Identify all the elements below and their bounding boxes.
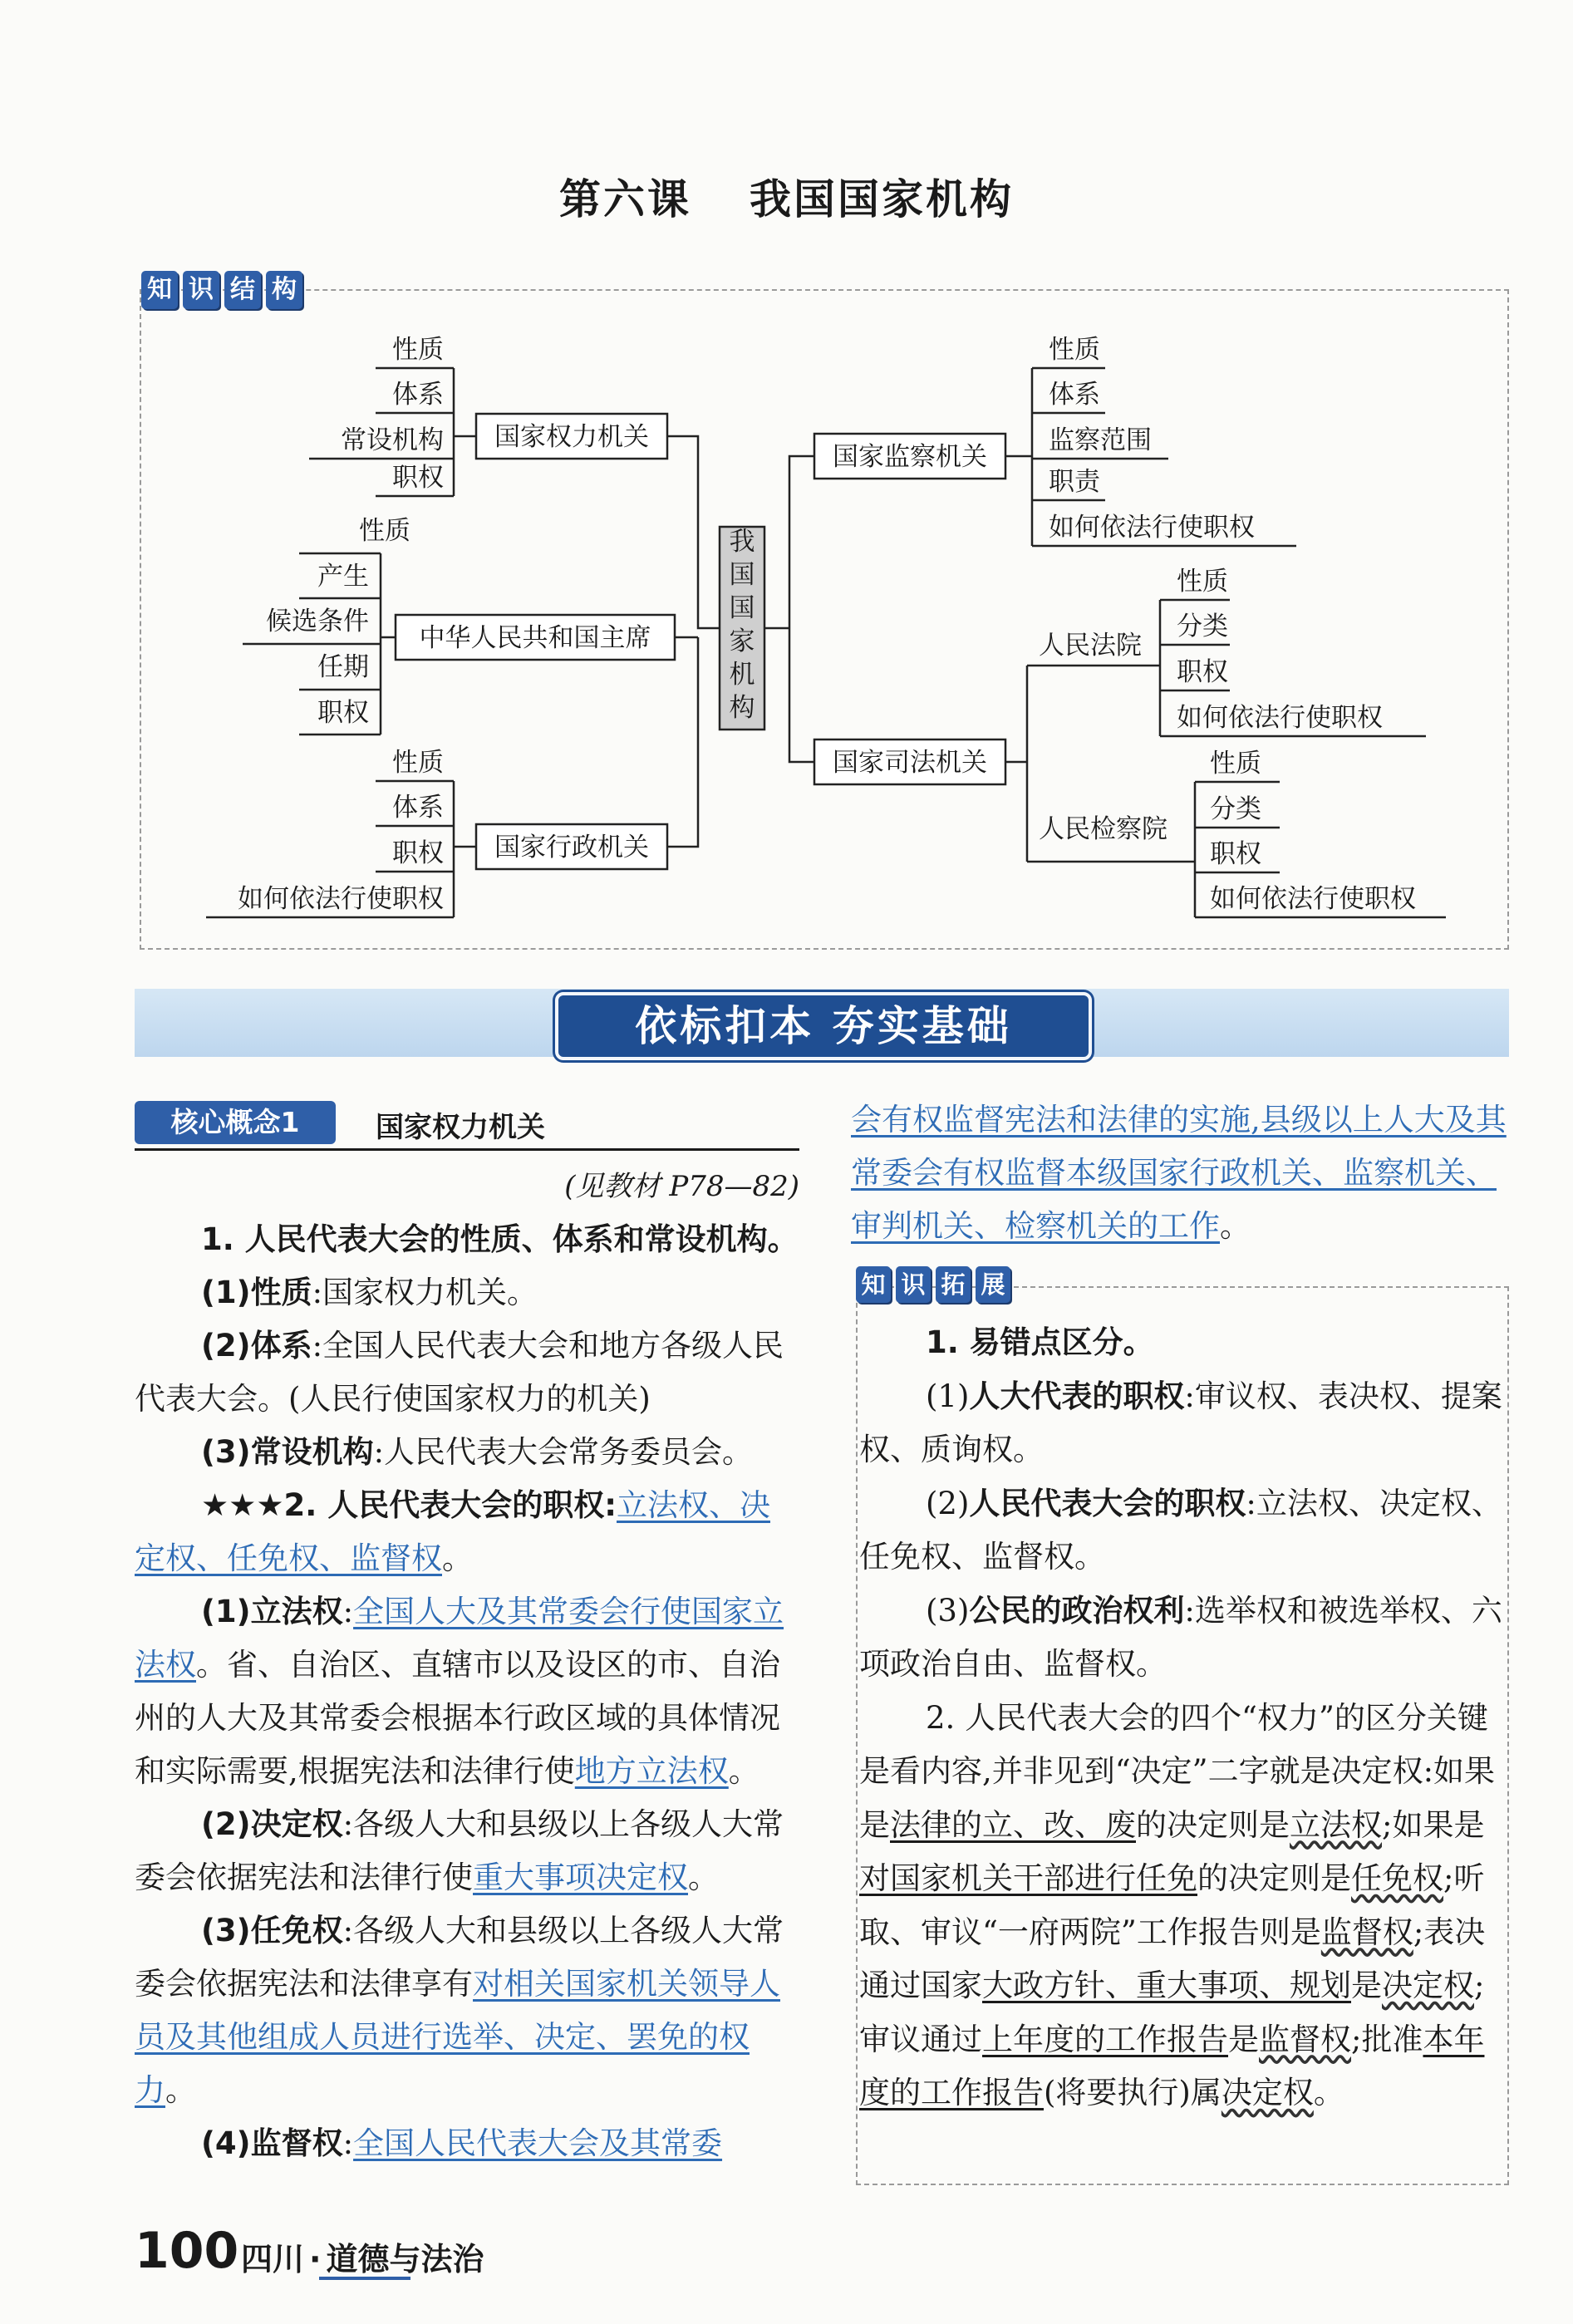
highlighted-text: 立法权、决定权、任免权、监督权 (135, 1487, 770, 1576)
colon: : (342, 2125, 354, 2161)
section-banner-title: 依标扣本 夯实基础 (555, 992, 1092, 1060)
paragraph (851, 1093, 1509, 1253)
term-text: :国家权力机关。 (312, 1275, 538, 1310)
center-node-char: 机 (729, 660, 755, 690)
lesson-title: 我国国家机构 (750, 175, 1014, 224)
tag-char: 识 (896, 1266, 931, 1303)
power-organ-label: 国家权力机关 (494, 422, 649, 452)
paragraph (135, 1213, 799, 1266)
president-label: 中华人民共和国主席 (419, 623, 651, 653)
admin-organ-label: 国家行政机关 (494, 833, 649, 862)
supervision-branch (1005, 368, 1032, 546)
supervision-item: 体系 (1049, 380, 1100, 410)
highlighted-text: 全国人民代表大会及其常委 (353, 2125, 723, 2161)
left-column (135, 1213, 799, 2170)
judicial-branch (1005, 666, 1027, 862)
paragraph (135, 1585, 799, 1798)
emphasized-text: 法律的立、改、废 (890, 1806, 1136, 1843)
term-text: 。 (728, 1753, 759, 1789)
admin-item: 如何依法行使职权 (238, 884, 444, 914)
president-item: 职权 (317, 698, 369, 728)
tag-char: 展 (976, 1266, 1010, 1303)
tag-char: 构 (266, 271, 302, 309)
footer-separator: · (309, 2241, 322, 2277)
term-label: (2)体系 (201, 1328, 312, 1363)
term-text: 。 (1313, 2075, 1344, 2110)
footer-region: 四川 (241, 2241, 305, 2277)
page-number: 100 (135, 2222, 239, 2280)
power-branch (454, 368, 476, 496)
emphasized-text: 监督权 (1259, 2021, 1351, 2057)
highlighted-text: 地方立法权 (574, 1753, 729, 1789)
paragraph (859, 1585, 1506, 1692)
term-text: (将要执行)属 (1044, 2075, 1222, 2110)
term-text: 。 (688, 1860, 719, 1895)
paragraph (135, 1798, 799, 1904)
term-text: 。 (165, 2072, 196, 2108)
judicial-organ-label: 国家司法机关 (833, 748, 987, 778)
footer-underline (319, 2277, 410, 2280)
admin-branch (454, 781, 476, 917)
right-column-continued (851, 1093, 1509, 1253)
center-node-char: 我 (729, 527, 755, 557)
paragraph (859, 1477, 1506, 1585)
power-item: 性质 (392, 335, 444, 365)
procuratorate-label: 人民检察院 (1039, 814, 1167, 844)
court-label: 人民法院 (1039, 631, 1142, 661)
term-label: (2)决定权 (201, 1806, 343, 1842)
paragraph (859, 1316, 1506, 1370)
footer-subject-name: 道德与法治 (326, 2241, 484, 2277)
procuratorate-item: 如何依法行使职权 (1210, 884, 1416, 914)
paragraph (135, 1904, 799, 2117)
admin-item: 职权 (392, 838, 444, 868)
highlighted-text: 对相关国家机关领导人员及其他组成人员进行选举、决定、罢免的权力 (135, 1966, 780, 2108)
president-item: 性质 (359, 516, 410, 546)
term-text: :各级人大和县级以上各级人大常委会依据宪法和法律享有 (135, 1913, 784, 2002)
knowledge-extension-tag (856, 1266, 1010, 1303)
highlighted-text: 重大事项决定权 (473, 1860, 688, 1895)
term-text: :全国人民代表大会和地方各级人民代表大会。(人民行使国家权力的机关) (135, 1328, 784, 1417)
paragraph (859, 1692, 1506, 2120)
tag-char: 识 (183, 271, 219, 309)
emphasized-text: 立法权 (1290, 1806, 1382, 1843)
term-text: :选举权和被选举权、六项政治自由、监督权。 (859, 1592, 1502, 1682)
emphasized-text: 决定权 (1382, 1968, 1474, 2003)
colon: : (604, 1487, 617, 1523)
point-heading: 1. 易错点区分。 (926, 1324, 1154, 1360)
term-text: :各级人大和县级以上各级人大常委会依据宪法和法律行使 (135, 1806, 784, 1895)
emphasized-text: 决定权 (1221, 2075, 1314, 2110)
term-text: :审议权、表决权、提案权、质询权。 (859, 1378, 1502, 1467)
president-item: 候选条件 (266, 607, 369, 636)
point-heading: 1. 人民代表大会的性质、体系和常设机构。 (201, 1221, 799, 1257)
power-item: 常设机构 (341, 425, 444, 455)
power-item: 体系 (392, 380, 444, 410)
right-connector (764, 456, 814, 762)
tag-char: 知 (141, 271, 178, 309)
term-label: 公民的政治权利 (969, 1592, 1185, 1629)
procuratorate-item: 分类 (1210, 794, 1261, 824)
emphasized-text: 上年度的工作报告 (982, 2021, 1228, 2057)
term-label: (1)性质 (201, 1275, 312, 1310)
term-text: ;批准 (1351, 2021, 1423, 2057)
term-label: (1)立法权 (201, 1594, 343, 1629)
emphasized-text: 大政方针、重大事项、规划 (982, 1968, 1351, 2003)
term-text: 。 (442, 1540, 473, 1576)
term-label: 人大代表的职权 (969, 1378, 1185, 1414)
emphasized-text: 对国家机关干部进行任免 (859, 1860, 1197, 1896)
center-node-char: 国 (729, 593, 755, 623)
center-node-char: 构 (729, 693, 755, 723)
term-text: 。省、自治区、直辖市以及设区的市、自治州的人大及其常委会根据本行政区域的具体情况和实际需要,根据宪法和法律行使 (135, 1647, 780, 1789)
supervision-item: 如何依法行使职权 (1049, 513, 1255, 543)
textbook-reference: (见教材 P78—82) (564, 1170, 799, 1203)
concept-title: 国家权力机关 (376, 1111, 545, 1144)
term-text: ;审议通过 (859, 1968, 1485, 2057)
lesson-number: 第六课 (559, 175, 691, 224)
knowledge-extension-text (859, 1316, 1506, 2120)
procuratorate-item: 职权 (1210, 839, 1261, 869)
court-item: 职权 (1177, 657, 1228, 687)
concept-badge: 核心概念1 (135, 1101, 336, 1144)
power-item: 职权 (392, 463, 444, 493)
term-text: ;如果是 (1382, 1806, 1485, 1843)
term-text: ;表决通过国家 (859, 1914, 1486, 2003)
term-label: 人民代表大会的职权 (969, 1485, 1246, 1521)
tag-char: 结 (224, 271, 261, 309)
emphasized-text: 本年度的工作报告 (859, 2021, 1485, 2110)
colon: : (342, 1594, 354, 1629)
footer-subject (241, 2233, 484, 2279)
president-item: 任期 (317, 652, 369, 682)
term-text: 是 (1228, 2021, 1259, 2057)
concept-divider (135, 1148, 799, 1151)
center-node-char: 国 (729, 560, 755, 590)
admin-item: 性质 (392, 748, 444, 778)
term-text: ;听取、审议“一府两院”工作报告则是 (859, 1860, 1485, 1950)
center-node-char: 家 (729, 626, 755, 656)
president-item: 产生 (317, 562, 369, 592)
term-text: 是 (1351, 1968, 1382, 2003)
supervision-item: 性质 (1049, 335, 1100, 365)
emphasized-text: 任免权 (1351, 1860, 1443, 1896)
paragraph (859, 1370, 1506, 1477)
term-text: :人民代表大会常务委员会。 (373, 1434, 754, 1470)
paragraph (135, 1266, 799, 1319)
supervision-organ-label: 国家监察机关 (833, 442, 987, 472)
tag-char: 知 (856, 1266, 891, 1303)
paragraph (135, 1426, 799, 1479)
item-number: (2) (926, 1485, 970, 1521)
term-label: (3)任免权 (201, 1913, 343, 1948)
term-text: 。 (1220, 1208, 1251, 1244)
president-branch (381, 553, 396, 735)
court-item: 性质 (1177, 567, 1228, 597)
term-text: 的决定则是 (1197, 1860, 1351, 1896)
item-number: (3) (926, 1592, 970, 1629)
tag-char: 拓 (936, 1266, 971, 1303)
term-label: (3)常设机构 (201, 1434, 374, 1470)
term-text: 2. 人民代表大会的四个“权力”的区分关键是看内容,并非见到“决定”二字就是决定权:如果是 (859, 1699, 1496, 1843)
term-text: :立法权、决定权、任免权、监督权。 (859, 1485, 1502, 1575)
highlighted-text: 会有权监督宪法和法律的实施,县级以上人大及其常委会有权监督本级国家行政机关、监察机关、审判机关、检察机关的工作 (851, 1102, 1507, 1244)
court-item: 如何依法行使职权 (1177, 703, 1383, 733)
paragraph (135, 2117, 799, 2170)
supervision-item: 职责 (1049, 467, 1100, 497)
paragraph (135, 1319, 799, 1426)
emphasized-text: 监督权 (1320, 1914, 1413, 1950)
item-number: (1) (926, 1378, 970, 1414)
point-heading: ★★★2. 人民代表大会的职权 (201, 1487, 605, 1523)
admin-item: 体系 (392, 793, 444, 823)
procuratorate-item: 性质 (1210, 749, 1261, 779)
supervision-item: 监察范围 (1049, 425, 1152, 455)
paragraph (135, 1479, 799, 1585)
term-text: 的决定则是 (1136, 1806, 1290, 1843)
term-label: (4)监督权 (201, 2125, 343, 2161)
highlighted-text: 全国人大及其常委会行使国家立法权 (135, 1594, 784, 1683)
court-item: 分类 (1177, 612, 1228, 641)
mind-map (0, 0, 1573, 956)
